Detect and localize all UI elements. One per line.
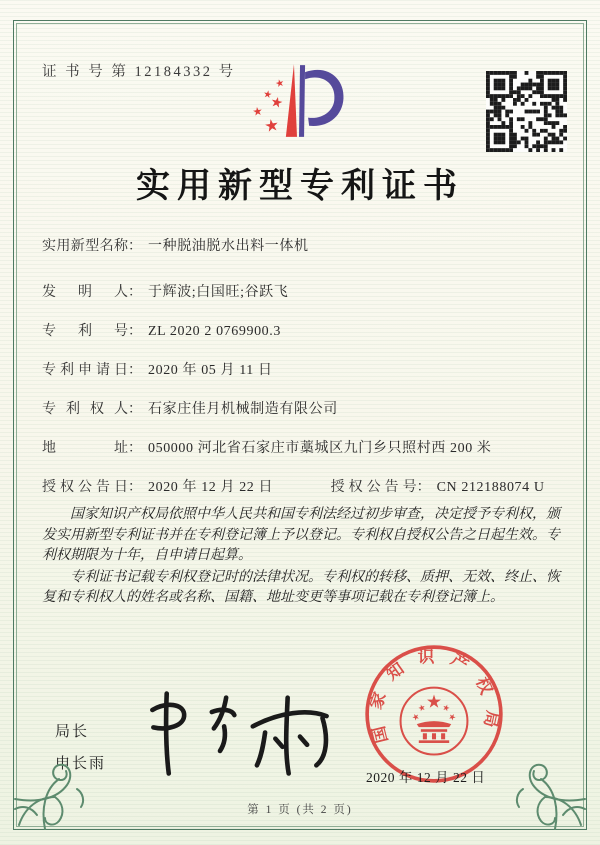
director-title: 局长 [55,724,90,740]
field-row-address: 地址： 050000 河北省石家庄市藁城区九门乡只照村西 200 米 [42,439,562,459]
page-footer: 第 1 页 (共 2 页) [247,804,353,816]
field-label: 专利申请日 [42,363,128,378]
field-row-grant-info [42,478,562,498]
director-signature-icon [138,680,343,785]
field-value: 2020 年 12 月 22 日 [148,480,274,495]
legal-paragraph-1: 国家知识产权局依照中华人民共和国专利法经过初步审查，决定授予专利权，颁发实用新型专利证书并在专利登记簿上予以登记。专利权自授权公告之日起生效。专利权期限为十年，自申请日起算。 [42,507,560,563]
field-value: 2020 年 05 月 11 日 [148,363,273,378]
field-value: CN 212188074 U [436,480,545,495]
field-value: 一种脱油脱水出料一体机 [148,239,309,254]
corner-ornament-left-icon [12,737,107,832]
certificate-title: 实用新型专利证书 [136,168,464,205]
field-value: 于辉波;白国旺;谷跃飞 [148,285,289,300]
field-label: 专利权人 [42,402,128,417]
field-row-inventors: 发明人： 于辉波;白国旺;谷跃飞 [42,283,562,303]
field-grant-date: 授权公告日： 2020 年 12 月 22 日 [42,480,273,495]
seal-ring-text: 国家知识产权局 [365,647,503,746]
field-value: ZL 2020 2 0769900.3 [148,324,281,339]
field-label: 发明人 [42,285,128,300]
cnipa-logo-icon [242,56,354,152]
field-row-patent-number: 专利号： ZL 2020 2 0769900.3 [42,322,562,342]
legal-paragraph-2: 专利证书记载专利权登记时的法律状况。专利权的转移、质押、无效、终止、恢复和专利权人的姓名或名称、国籍、地址变更等事项记载在专利登记簿上。 [42,569,560,605]
field-row-utility-model-name: 实用新型名称： 一种脱油脱水出料一体机 [42,237,562,257]
field-row-patentee: 专利权人： 石家庄佳月机械制造有限公司 [42,400,562,420]
field-label: 授权公告号 [330,480,417,495]
qr-code [486,71,567,152]
field-label: 专利号 [42,324,128,339]
field-value: 石家庄佳月机械制造有限公司 [148,402,338,417]
certificate-fields [42,237,562,517]
field-value: 050000 河北省石家庄市藁城区九门乡只照村西 200 米 [148,441,492,456]
field-label: 实用新型名称 [42,239,128,254]
field-label: 授权公告日 [42,480,128,495]
seal-date: 2020 年 12 月 22 日 [366,770,486,785]
field-label: 地址 [42,441,128,456]
field-row-filing-date: 专利申请日： 2020 年 05 月 11 日 [42,361,562,381]
director-name: 申长雨 [55,756,107,772]
certificate-number: 证 书 号 第 12184332 号 [42,64,236,80]
field-grant-number: 授权公告号： CN 212188074 U [331,478,545,498]
corner-ornament-right-icon [493,737,588,832]
legal-text [42,505,560,610]
